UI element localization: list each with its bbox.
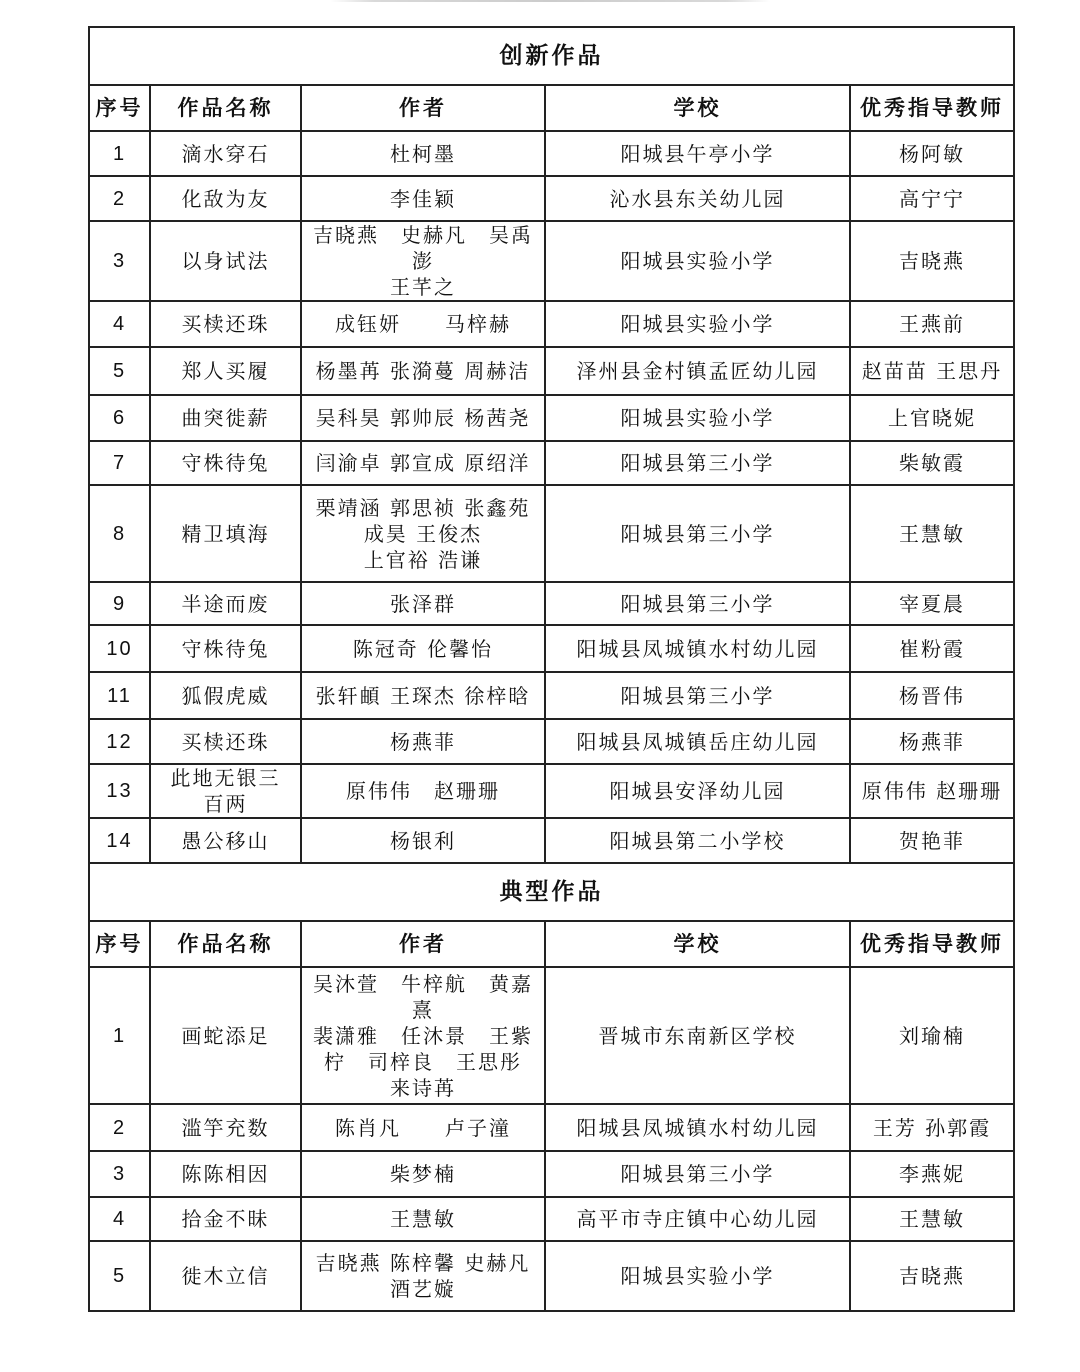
- cell-teacher: 杨晋伟: [850, 672, 1014, 719]
- cell-teacher: 崔粉霞: [850, 625, 1014, 672]
- cell-work-name: 买椟还珠: [150, 301, 301, 347]
- cell-school: 阳城县实验小学: [545, 301, 850, 347]
- cell-number: 5: [89, 1241, 150, 1311]
- cell-teacher: 上官晓妮: [850, 395, 1014, 441]
- cell-school: 晋城市东南新区学校: [545, 967, 850, 1104]
- cell-author: 杜柯墨: [301, 131, 545, 176]
- cell-number: 4: [89, 301, 150, 347]
- cell-teacher: 原伟伟 赵珊珊: [850, 764, 1014, 818]
- table-row: [89, 485, 1014, 582]
- cell-teacher: 贺艳菲: [850, 818, 1014, 863]
- table-row: [89, 1197, 1014, 1241]
- table-row: [89, 719, 1014, 764]
- table-row: [89, 1151, 1014, 1197]
- cell-author: 杨燕菲: [301, 719, 545, 764]
- cell-school: 阳城县凤城镇水村幼儿园: [545, 1104, 850, 1151]
- table-row: [89, 764, 1014, 818]
- header-school: 学校: [545, 85, 850, 131]
- cell-number: 12: [89, 719, 150, 764]
- column-header-row: [89, 921, 1014, 967]
- cell-teacher: 杨阿敏: [850, 131, 1014, 176]
- cell-school: 沁水县东关幼儿园: [545, 176, 850, 221]
- cell-work-name: 精卫填海: [150, 485, 301, 582]
- cell-author: 李佳颖: [301, 176, 545, 221]
- cell-teacher: 刘瑜楠: [850, 967, 1014, 1104]
- table-row: [89, 818, 1014, 863]
- cell-work-name: 滥竽充数: [150, 1104, 301, 1151]
- table-row: [89, 1104, 1014, 1151]
- cell-number: 13: [89, 764, 150, 818]
- cell-work-name: 以身试法: [150, 221, 301, 301]
- cell-teacher: 李燕妮: [850, 1151, 1014, 1197]
- cell-number: 3: [89, 1151, 150, 1197]
- table-row: [89, 221, 1014, 301]
- award-table: [88, 26, 1015, 1312]
- cropped-title-edge: [330, 0, 770, 2]
- section-title-row: [89, 27, 1014, 85]
- cell-teacher: 赵苗苗 王思丹: [850, 347, 1014, 395]
- cell-school: 阳城县第三小学: [545, 441, 850, 485]
- table-row: [89, 672, 1014, 719]
- cell-number: 2: [89, 176, 150, 221]
- header-teacher: 优秀指导教师: [850, 921, 1014, 967]
- cell-school: 阳城县安泽幼儿园: [545, 764, 850, 818]
- cell-work-name: 买椟还珠: [150, 719, 301, 764]
- cell-number: 14: [89, 818, 150, 863]
- cell-teacher: 王慧敏: [850, 1197, 1014, 1241]
- cell-author: 吴科昊 郭帅辰 杨茜尧: [301, 395, 545, 441]
- table-row: [89, 131, 1014, 176]
- cell-teacher: 王芳 孙郭霞: [850, 1104, 1014, 1151]
- cell-author: 张轩頔 王琛杰 徐梓晗: [301, 672, 545, 719]
- cell-work-name: 郑人买履: [150, 347, 301, 395]
- cell-teacher: 吉晓燕: [850, 221, 1014, 301]
- cell-number: 11: [89, 672, 150, 719]
- cell-author: 张泽群: [301, 582, 545, 625]
- section-title-row: [89, 863, 1014, 921]
- cell-work-name: 画蛇添足: [150, 967, 301, 1104]
- cell-teacher: 吉晓燕: [850, 1241, 1014, 1311]
- table-row: [89, 967, 1014, 1104]
- cell-number: 5: [89, 347, 150, 395]
- cell-school: 阳城县第三小学: [545, 485, 850, 582]
- cell-author: 陈肖凡 卢子潼: [301, 1104, 545, 1151]
- cell-work-name: 曲突徙薪: [150, 395, 301, 441]
- cell-number: 6: [89, 395, 150, 441]
- cell-number: 10: [89, 625, 150, 672]
- cell-author: 柴梦楠: [301, 1151, 545, 1197]
- table-row: [89, 582, 1014, 625]
- cell-author: 成钰妍 马梓赫: [301, 301, 545, 347]
- header-work-name: 作品名称: [150, 921, 301, 967]
- cell-school: 阳城县实验小学: [545, 1241, 850, 1311]
- cell-school: 阳城县实验小学: [545, 221, 850, 301]
- header-author: 作者: [301, 85, 545, 131]
- cell-teacher: 柴敏霞: [850, 441, 1014, 485]
- header-teacher: 优秀指导教师: [850, 85, 1014, 131]
- cell-author: 吉晓燕 史赫凡 吴禹澎 王芊之: [301, 221, 545, 301]
- table-row: [89, 395, 1014, 441]
- cell-work-name: 半途而废: [150, 582, 301, 625]
- cell-school: 阳城县第三小学: [545, 1151, 850, 1197]
- cell-teacher: 杨燕菲: [850, 719, 1014, 764]
- cell-work-name: 愚公移山: [150, 818, 301, 863]
- cell-number: 2: [89, 1104, 150, 1151]
- cell-teacher: 王燕前: [850, 301, 1014, 347]
- cell-author: 栗靖涵 郭思祯 张鑫苑 成昊 王俊杰 上官裕 浩谦: [301, 485, 545, 582]
- cell-work-name: 守株待兔: [150, 625, 301, 672]
- cell-school: 阳城县第二小学校: [545, 818, 850, 863]
- table-row: [89, 441, 1014, 485]
- cell-work-name: 滴水穿石: [150, 131, 301, 176]
- header-number: 序号: [89, 85, 150, 131]
- cell-school: 高平市寺庄镇中心幼儿园: [545, 1197, 850, 1241]
- cell-number: 1: [89, 967, 150, 1104]
- cell-work-name: 拾金不昧: [150, 1197, 301, 1241]
- cell-number: 4: [89, 1197, 150, 1241]
- cell-author: 原伟伟 赵珊珊: [301, 764, 545, 818]
- header-number: 序号: [89, 921, 150, 967]
- header-work-name: 作品名称: [150, 85, 301, 131]
- cell-work-name: 化敌为友: [150, 176, 301, 221]
- header-school: 学校: [545, 921, 850, 967]
- cell-school: 阳城县第三小学: [545, 672, 850, 719]
- table-row: [89, 347, 1014, 395]
- table-row: [89, 176, 1014, 221]
- cell-school: 阳城县凤城镇岳庄幼儿园: [545, 719, 850, 764]
- cell-author: 王慧敏: [301, 1197, 545, 1241]
- cell-author: 吉晓燕 陈梓馨 史赫凡 酒艺嫙: [301, 1241, 545, 1311]
- section-title: 典型作品: [89, 863, 1014, 921]
- section-title: 创新作品: [89, 27, 1014, 85]
- cell-number: 7: [89, 441, 150, 485]
- cell-teacher: 高宁宁: [850, 176, 1014, 221]
- cell-teacher: 王慧敏: [850, 485, 1014, 582]
- cell-work-name: 陈陈相因: [150, 1151, 301, 1197]
- cell-author: 吴沐萱 牛梓航 黄嘉熹 裴潇雅 任沐景 王紫 柠 司梓良 王思彤 来诗苒: [301, 967, 545, 1104]
- column-header-row: [89, 85, 1014, 131]
- cell-school: 阳城县实验小学: [545, 395, 850, 441]
- cell-author: 陈冠奇 伦馨怡: [301, 625, 545, 672]
- cell-school: 泽州县金村镇孟匠幼儿园: [545, 347, 850, 395]
- cell-school: 阳城县第三小学: [545, 582, 850, 625]
- cell-number: 3: [89, 221, 150, 301]
- cell-school: 阳城县凤城镇水村幼儿园: [545, 625, 850, 672]
- table-row: [89, 1241, 1014, 1311]
- header-author: 作者: [301, 921, 545, 967]
- cell-teacher: 宰夏晨: [850, 582, 1014, 625]
- table-row: [89, 625, 1014, 672]
- cell-number: 1: [89, 131, 150, 176]
- cell-school: 阳城县午亭小学: [545, 131, 850, 176]
- cell-number: 9: [89, 582, 150, 625]
- table-row: [89, 301, 1014, 347]
- cell-work-name: 徙木立信: [150, 1241, 301, 1311]
- cell-author: 杨墨苒 张漪蔓 周赫洁: [301, 347, 545, 395]
- cell-work-name: 守株待兔: [150, 441, 301, 485]
- cell-number: 8: [89, 485, 150, 582]
- cell-work-name: 此地无银三百两: [150, 764, 301, 818]
- cell-author: 杨银利: [301, 818, 545, 863]
- cell-work-name: 狐假虎威: [150, 672, 301, 719]
- cell-author: 闫渝卓 郭宣成 原绍洋: [301, 441, 545, 485]
